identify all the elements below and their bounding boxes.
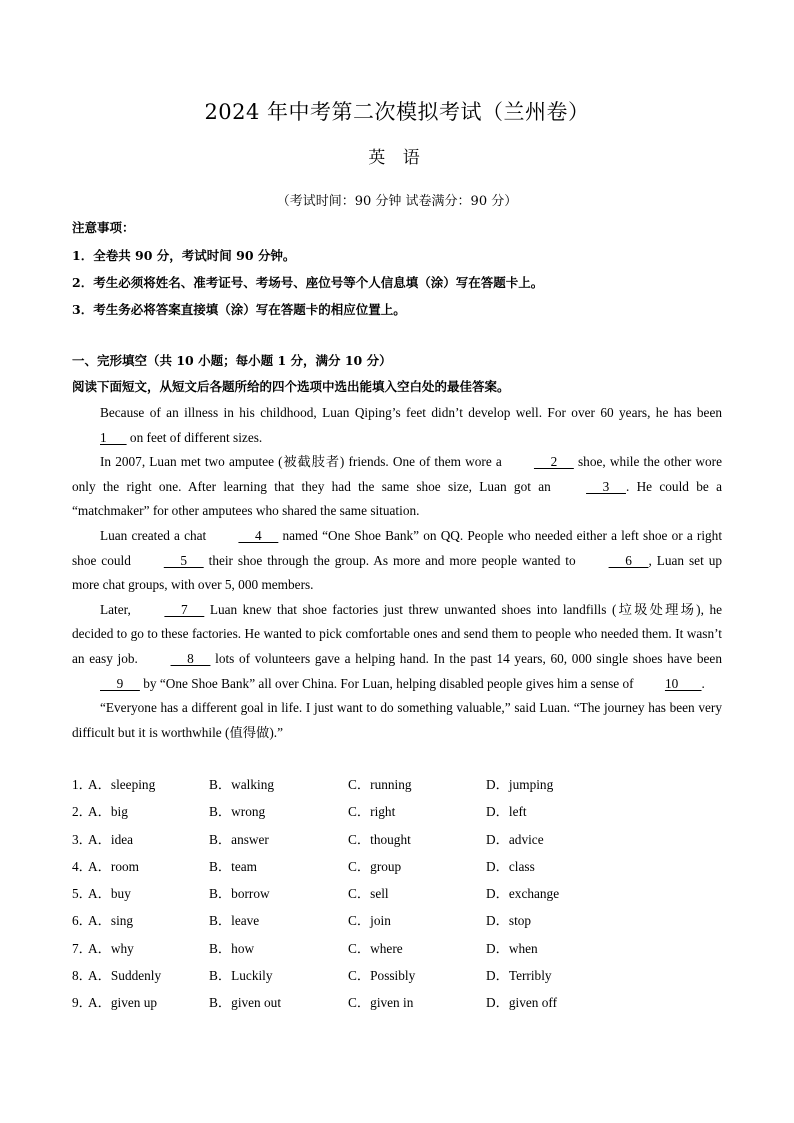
option-d: D．jumping bbox=[486, 777, 554, 792]
passage-text: Luan knew that shoe factories just threw unwanted shoes into landfills (垃圾处理场), he decided to go to these factories. He wanted to pick comfortable ones and send them to people who needed them. It wasn’t an easy job. bbox=[72, 601, 722, 666]
passage-text: on feet of different sizes. bbox=[126, 429, 263, 445]
blank-2: 2 bbox=[533, 454, 574, 470]
question-number: 5． bbox=[72, 886, 92, 902]
passage-paragraph-3 bbox=[72, 524, 722, 598]
option-d: D．stop bbox=[486, 913, 532, 929]
blank-10: 10 bbox=[664, 675, 702, 691]
section-title: 一、完形填空（共 10 小题；每小题 1 分，满分 10 分） bbox=[72, 353, 392, 368]
notice-item-3: 3．考生务必将答案直接填（涂）写在答题卡的相应位置上。 bbox=[72, 302, 406, 317]
option-a: A．sleeping bbox=[88, 777, 156, 792]
question-row-4 bbox=[72, 856, 722, 883]
option-c: C．given in bbox=[348, 995, 414, 1011]
passage-paragraph-5: “Everyone has a different goal in life. I just want to do something valuable,” said Luan. “The journey has been very difficult but it is worthwhile (值得做).” bbox=[72, 700, 722, 740]
cloze-passage bbox=[72, 401, 722, 745]
option-b: B．Luckily bbox=[209, 968, 273, 984]
option-a: A．why bbox=[88, 940, 134, 956]
section-instruction: 阅读下面短文，从短文后各题所给的四个选项中选出能填入空白处的最佳答案。 bbox=[72, 379, 510, 394]
passage-paragraph-2 bbox=[72, 450, 722, 524]
option-d: D．exchange bbox=[486, 886, 560, 902]
blank-4: 4 bbox=[238, 527, 279, 543]
subject-title: 英 语 bbox=[368, 148, 426, 168]
option-a: A．room bbox=[88, 858, 139, 874]
option-b: B．team bbox=[209, 858, 258, 874]
question-number: 3． bbox=[72, 831, 92, 847]
passage-text: . bbox=[701, 675, 705, 691]
blank-7: 7 bbox=[164, 601, 205, 617]
passage-text: In 2007, Luan met two amputee (被截肢者) friends. One of them wore a bbox=[100, 454, 506, 470]
blank-6: 6 bbox=[608, 552, 649, 568]
passage-text: shoe, while the other wore only the right one. After learning that they had the same shoe size, Luan got an bbox=[72, 454, 722, 494]
blank-8: 8 bbox=[170, 650, 211, 666]
blank-3: 3 bbox=[586, 478, 626, 494]
option-b: B．walking bbox=[209, 777, 275, 792]
passage-text: by “One Shoe Bank” all over China. For Luan, helping disabled people gives him a sense of bbox=[139, 675, 637, 691]
question-number: 4． bbox=[72, 858, 92, 874]
option-d: D．Terribly bbox=[486, 968, 552, 984]
option-d: D．given off bbox=[486, 995, 558, 1011]
option-b: B．how bbox=[209, 940, 255, 956]
option-b: B．answer bbox=[209, 831, 269, 847]
passage-text: Luan created a chat bbox=[100, 527, 211, 543]
option-c: C．running bbox=[348, 777, 412, 792]
passage-text: . He could be a “matchmaker” for other amputees who shared the same situation. bbox=[72, 478, 722, 519]
passage-paragraph-1 bbox=[72, 401, 722, 450]
option-c: C．where bbox=[348, 940, 403, 956]
option-b: B．given out bbox=[209, 995, 282, 1011]
question-row-6 bbox=[72, 910, 722, 937]
blank-5: 5 bbox=[163, 552, 204, 568]
page-title: 2024 年中考第二次模拟考试（兰州卷） bbox=[204, 100, 590, 124]
option-a: A．idea bbox=[88, 831, 134, 847]
question-row-2 bbox=[72, 801, 722, 828]
question-row-5 bbox=[72, 883, 722, 910]
passage-text: Later, bbox=[100, 601, 137, 617]
question-number: 8． bbox=[72, 968, 92, 984]
blank-1: 1 bbox=[100, 429, 127, 445]
notice-title: 注意事项： bbox=[72, 220, 135, 235]
passage-text: Because of an illness in his childhood, Luan Qiping’s feet didn’t develop well. For over 60 years, he has been bbox=[100, 405, 722, 420]
question-row-8 bbox=[72, 965, 722, 992]
question-number: 1． bbox=[72, 777, 92, 792]
question-row-9 bbox=[72, 992, 722, 1019]
question-number: 2． bbox=[72, 804, 92, 820]
option-a: A．buy bbox=[88, 886, 131, 902]
option-c: C．group bbox=[348, 858, 402, 874]
option-a: A．given up bbox=[88, 995, 158, 1011]
option-c: C．sell bbox=[348, 886, 389, 902]
option-d: D．left bbox=[486, 804, 527, 820]
option-a: A．big bbox=[88, 804, 128, 820]
passage-text: , Luan set up more chat groups, with over 5, 000 members. bbox=[72, 552, 722, 593]
option-a: A．Suddenly bbox=[88, 968, 162, 984]
answer-options bbox=[72, 774, 722, 1020]
question-row-7 bbox=[72, 938, 722, 965]
option-b: B．borrow bbox=[209, 886, 270, 902]
option-d: D．class bbox=[486, 858, 535, 874]
option-b: B．leave bbox=[209, 913, 260, 929]
question-number: 7． bbox=[72, 940, 92, 956]
passage-text: lots of volunteers gave a helping hand. In the past 14 years, 60, 000 single shoes have been bbox=[210, 650, 722, 666]
option-c: C．Possibly bbox=[348, 968, 416, 984]
question-row-1 bbox=[72, 774, 722, 801]
question-number: 9． bbox=[72, 995, 92, 1011]
question-row-3 bbox=[72, 829, 722, 856]
option-b: B．wrong bbox=[209, 804, 266, 820]
exam-info: （考试时间：90 分钟 试卷满分：90 分） bbox=[276, 194, 518, 209]
option-d: D．when bbox=[486, 940, 538, 956]
option-c: C．thought bbox=[348, 831, 411, 847]
notice-item-2: 2．考生必须将姓名、准考证号、考场号、座位号等个人信息填（涂）写在答题卡上。 bbox=[72, 275, 544, 290]
option-c: C．join bbox=[348, 913, 391, 929]
option-a: A．sing bbox=[88, 913, 134, 929]
passage-text: their shoe through the group. As more and more people wanted to bbox=[203, 552, 581, 568]
notice-item-1: 1．全卷共 90 分，考试时间 90 分钟。 bbox=[72, 248, 296, 263]
passage-text: named “One Shoe Bank” on QQ. People who needed either a left shoe or a right shoe could bbox=[72, 527, 723, 568]
passage-paragraph-4 bbox=[72, 598, 722, 696]
question-number: 6． bbox=[72, 913, 92, 929]
option-d: D．advice bbox=[486, 831, 544, 847]
option-c: C．right bbox=[348, 804, 396, 820]
blank-9: 9 bbox=[100, 675, 140, 691]
